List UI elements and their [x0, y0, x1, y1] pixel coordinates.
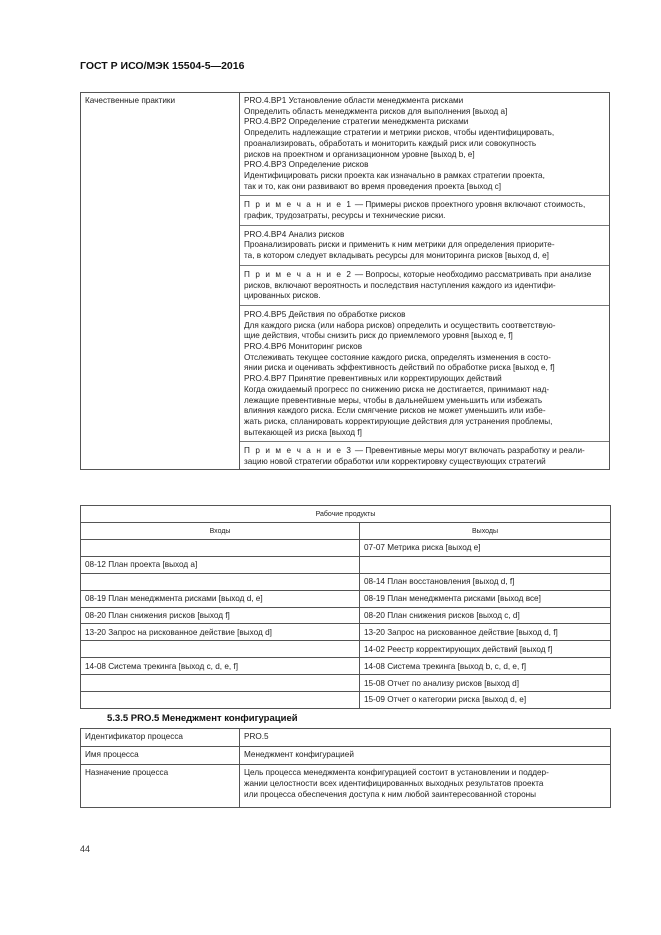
practice-line: проанализировать, обработать и мониторить каждый риск или совокупность	[244, 138, 537, 148]
input-cell	[81, 540, 360, 557]
practice-line: Когда ожидаемый прогресс по снижению риска не достигается, принимают над-	[244, 384, 550, 394]
table-row	[81, 573, 611, 590]
purpose-line: или процесса обеспечения доступа к ним любой заинтересованной стороны	[244, 790, 537, 799]
practice-line: рисков на проектном и организационном уровне [выход b, e]	[244, 149, 475, 159]
practices-content	[240, 93, 610, 470]
practice-line: PRO.4.BP1 Установление области менеджмента рисками	[244, 96, 464, 105]
table-row	[81, 658, 611, 675]
purpose-line: Цель процесса менеджмента конфигурацией состоит в установлении и поддер-	[244, 768, 549, 777]
note-text: цированных рисков.	[244, 291, 321, 301]
practice-line: Идентифицировать риски проекта как изначально в рамках стратегии проекта,	[244, 170, 545, 180]
table-row	[81, 607, 611, 624]
output-cell: 08-20 План снижения рисков [выход c, d]	[360, 607, 611, 624]
output-cell: 14-08 Система трекинга [выход b, c, d, e, f]	[360, 658, 611, 675]
input-cell: 08-19 План менеджмента рисками [выход d, e]	[81, 590, 360, 607]
table-row	[81, 624, 611, 641]
note-2	[244, 270, 605, 302]
table-row	[81, 692, 611, 709]
note-3	[244, 446, 605, 467]
input-cell: 13-20 Запрос на рискованное действие [выход d]	[81, 624, 360, 641]
note-title: П р и м е ч а н и е 1	[244, 200, 353, 210]
output-cell: 15-09 Отчет о категории риска [выход d, e]	[360, 692, 611, 709]
practice-line: лежащие превентивные меры, чтобы в дальнейшем уменьшить или избежать	[244, 395, 543, 405]
page-number: 44	[80, 844, 91, 854]
output-cell	[360, 556, 611, 573]
practices-label: Качественные практики	[81, 93, 240, 470]
inputs-header: Входы	[81, 523, 360, 540]
divider	[240, 265, 609, 267]
practice-block-1	[244, 96, 605, 192]
process-name-label: Имя процесса	[81, 747, 240, 765]
divider	[240, 195, 609, 197]
practice-line: жать риска, спланировать корректирующие действия для устранения проблемы,	[244, 416, 553, 426]
practices-table	[80, 92, 610, 470]
process-name-value: Менеджмент конфигурацией	[240, 747, 611, 765]
input-cell	[81, 692, 360, 709]
input-cell: 08-20 План снижения рисков [выход f]	[81, 607, 360, 624]
work-products-table	[80, 505, 611, 709]
table-row	[81, 747, 611, 765]
practice-line: Проанализировать риски и применить к ним метрики для определения приорите-	[244, 240, 555, 250]
output-cell: 07-07 Метрика риска [выход e]	[360, 540, 611, 557]
practice-line: PRO.4.BP3 Определение рисков	[244, 160, 369, 170]
output-cell: 14-02 Реестр корректирующих действий [выход f]	[360, 641, 611, 658]
output-cell: 08-14 План восстановления [выход d, f]	[360, 573, 611, 590]
note-title: П р и м е ч а н и е 2	[244, 269, 353, 279]
practice-line: PRO.4.BP7 Принятие превентивных или корректирующих действий	[244, 374, 502, 384]
input-cell	[81, 641, 360, 658]
table-row	[81, 540, 611, 557]
note-text: — Примеры рисков проектного уровня включают стоимость,	[352, 200, 586, 210]
outputs-header: Выходы	[360, 523, 611, 540]
divider	[240, 441, 609, 443]
practice-line: PRO.4.BP6 Мониторинг рисков	[244, 342, 363, 352]
input-cell	[81, 675, 360, 692]
note-text: — Вопросы, которые необходимо рассматривать при анализе	[352, 269, 592, 279]
note-title: П р и м е ч а н и е 3	[244, 446, 353, 456]
table-row	[81, 729, 611, 747]
practice-line: вытекающей из риска [выход f]	[244, 427, 362, 437]
purpose-line: жании целостности всех идентифицированных выходных результатов проекта	[244, 779, 544, 788]
note-text: график, трудозатраты, ресурсы и технические риски.	[244, 211, 446, 221]
table-row	[81, 556, 611, 573]
practice-line: щие действия, чтобы снизить риск до приемлемого уровня [выход e, f]	[244, 331, 513, 341]
divider	[240, 305, 609, 307]
practice-line: так и то, как они развивают во время проведения проекта [выход c]	[244, 181, 502, 191]
input-cell	[81, 573, 360, 590]
practice-block-3	[244, 310, 605, 438]
process-purpose-value	[240, 765, 611, 808]
practice-line: Определить область менеджмента рисков для выполнения [выход а]	[244, 106, 508, 116]
work-products-title: Рабочие продукты	[81, 506, 611, 523]
section-title: 5.3.5 PRO.5 Менеджмент конфигурацией	[107, 713, 298, 724]
table-row	[81, 641, 611, 658]
process-id-label: Идентификатор процесса	[81, 729, 240, 747]
output-cell: 13-20 Запрос на рискованное действие [выход d, f]	[360, 624, 611, 641]
process-id-value: PRO.5	[240, 729, 611, 747]
process-purpose-label: Назначение процесса	[81, 765, 240, 808]
practice-line: PRO.4.BP5 Действия по обработке рисков	[244, 309, 406, 319]
practice-line: Для каждого риска (или набора рисков) определить и осуществить соответствую-	[244, 320, 556, 330]
practice-line: PRO.4.BP4 Анализ рисков	[244, 229, 345, 239]
note-text: — Превентивные меры могут включать разработку и реали-	[352, 446, 585, 456]
note-text: зацию новой стратегии обработки или корректировку существующих стратегий	[244, 457, 546, 467]
practice-block-2	[244, 230, 605, 262]
divider	[240, 225, 609, 227]
table-row	[81, 675, 611, 692]
practice-line: влияния каждого риска. Если смягчение рисков не может уменьшить или избе-	[244, 406, 546, 416]
output-cell: 15-08 Отчет по анализу рисков [выход d]	[360, 675, 611, 692]
input-cell: 14-08 Система трекинга [выход c, d, e, f]	[81, 658, 360, 675]
table-row	[81, 765, 611, 808]
practice-line: Определить надлежащие стратегии и метрики рисков, чтобы идентифицировать,	[244, 128, 555, 138]
practice-line: янии риска и оценивать эффективность действий по обработке риска [выход e, f]	[244, 363, 555, 373]
note-1	[244, 200, 605, 221]
note-text: рисков, включают вероятность и последствия наступления каждого из идентифи-	[244, 280, 556, 290]
practice-line: Отслеживать текущее состояние каждого риска, определять изменения в состо-	[244, 352, 551, 362]
table-row	[81, 590, 611, 607]
practice-line: та, в котором следует вкладывать ресурсы для мониторинга рисков [выход d, e]	[244, 251, 549, 261]
process-attributes-table	[80, 728, 611, 808]
document-header: ГОСТ Р ИСО/МЭК 15504-5—2016	[80, 60, 245, 72]
input-cell: 08-12 План проекта [выход a]	[81, 556, 360, 573]
output-cell: 08-19 План менеджмента рисками [выход все]	[360, 590, 611, 607]
practice-line: PRO.4.BP2 Определение стратегии менеджмента рисками	[244, 117, 469, 127]
